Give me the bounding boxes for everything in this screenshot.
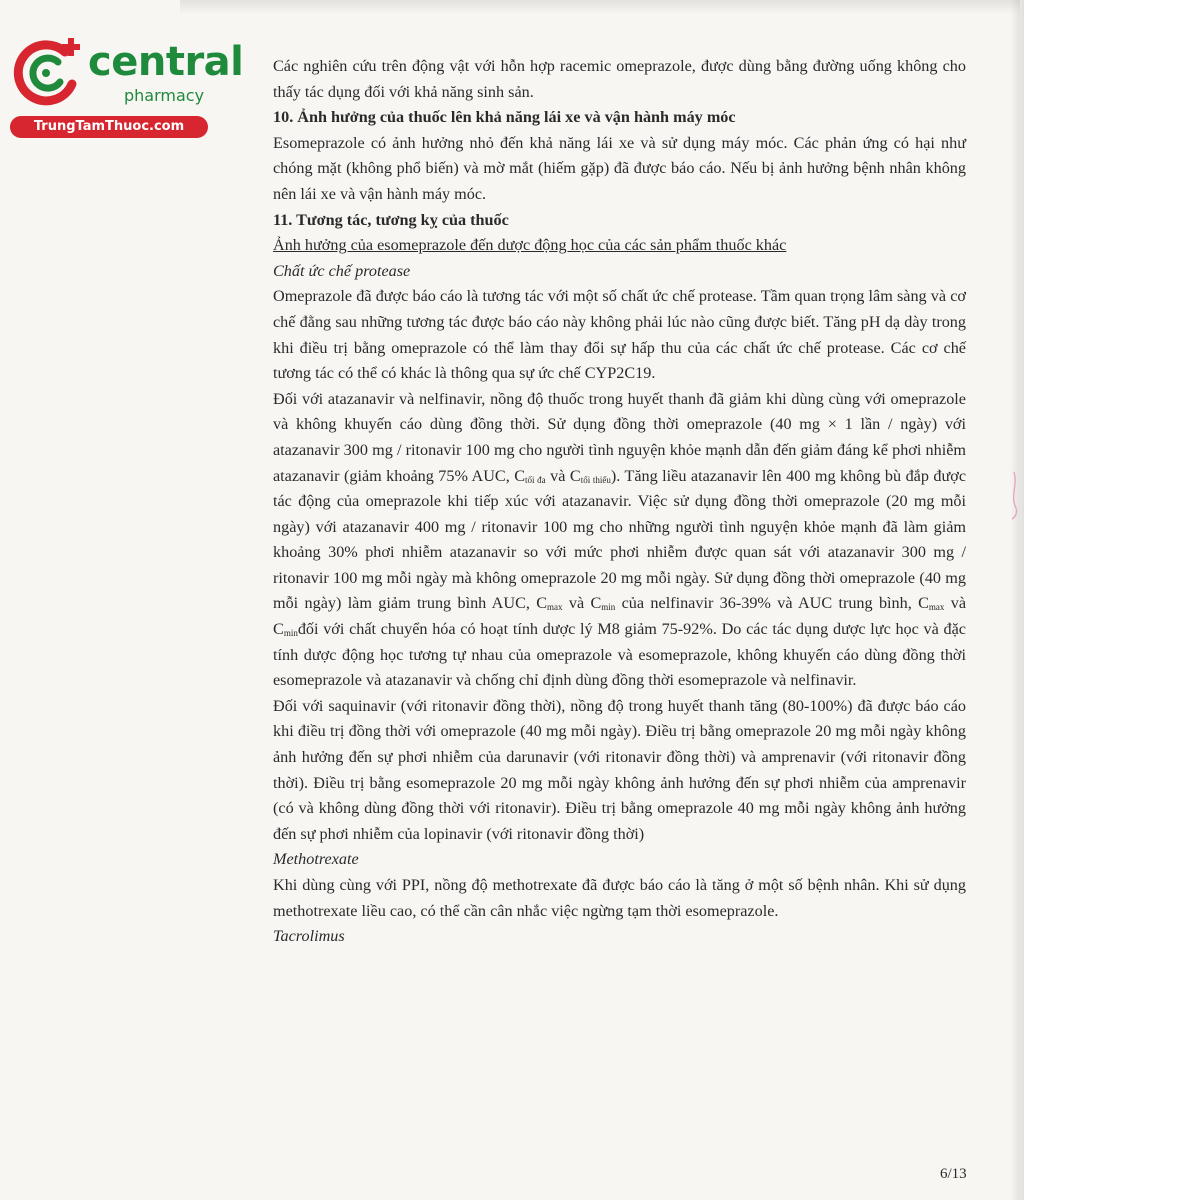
logo-c-icon <box>10 34 90 114</box>
subscript: tối thiểu <box>580 474 611 485</box>
paragraph-saquinavir: Đối với saquinavir (với ritonavir đồng thời), nồng độ trong huyết thanh tăng (80-100%) đã được báo cáo khi điều trị đồng thời với omeprazole (40 mg mỗi ngày). Điều trị bằng omeprazole 20 mg mỗi ngày không ảnh hưởng đến sự phơi nhiễm của darunavir (với ritonavir đồng thời) và amprenavir (với ritonavir đồng thời). Điều trị bằng esomeprazole 20 mg mỗi ngày không ảnh hưởng đến sự phơi nhiễm của amprenavir (có và không dùng đồng thời với ritonavir). Điều trị bằng omeprazole 40 mg mỗi ngày không ảnh hưởng đến sự phơi nhiễm của lopinavir (với ritonavir đồng thời) <box>273 696 966 843</box>
paragraph-atazanavir <box>273 387 966 694</box>
subscript: tối đa <box>525 474 546 485</box>
subscript: min <box>601 602 616 613</box>
pink-mark <box>1006 470 1022 520</box>
heading-section-11: 11. Tương tác, tương kỵ của thuốc <box>273 210 509 229</box>
document-body <box>273 54 966 950</box>
heading-section-10: 10. Ảnh hưởng của thuốc lên khả năng lái xe và vận hành máy móc <box>273 108 736 127</box>
paragraph-driving: Esomeprazole có ảnh hưởng nhỏ đến khả năng lái xe và sử dụng máy móc. Các phản ứng có hại như chóng mặt (không phổ biến) và mờ mắt (hiếm gặp) đã được báo cáo. Nếu bị ảnh hưởng bệnh nhân không nên lái xe và vận hành máy móc. <box>273 133 966 203</box>
subheading-methotrexate: Methotrexate <box>273 850 359 869</box>
text-run: và C <box>273 594 967 639</box>
subheading-protease: Chất ức chế protease <box>273 261 411 280</box>
pharmacy-logo <box>10 34 244 144</box>
scan-margin <box>1020 0 1200 1200</box>
page-number: 6/13 <box>940 1166 967 1182</box>
logo-url: TrungTamThuoc.com <box>10 116 208 138</box>
subscript: min <box>283 628 298 639</box>
paragraph-protease: Omeprazole đã được báo cáo là tương tác với một số chất ức chế protease. Tầm quan trọng lâm sàng và cơ chế đằng sau những tương tác được báo cáo này không phải lúc nào cũng được biết. Tăng pH dạ dày trong khi điều trị bằng omeprazole có thể làm thay đổi sự hấp thu của các chất ức chế protease. Các cơ chế tương tác có thể có khác là thông qua sự ức chế CYP2C19. <box>273 287 966 383</box>
subheading-pharmacokinetics: Ảnh hưởng của esomeprazole đến dược động học của các sản phẩm thuốc khác <box>273 236 787 255</box>
text-run: và C <box>545 466 581 485</box>
text-run: đối với chất chuyển hóa có hoạt tính dược lý M8 giảm 75-92%. Do các tác dụng dược lực học và đặc tính dược động học tương tự nhau của omeprazole và esomeprazole, không khuyến cáo dùng đồng thời esomeprazole và atazanavir và chống chỉ định dùng đồng thời esomeprazole và nelfinavir. <box>273 620 966 690</box>
scan-top-shadow <box>180 0 1020 14</box>
paragraph-methotrexate: Khi dùng cùng với PPI, nồng độ methotrexate đã được báo cáo là tăng ở một số bệnh nhân. Khi sử dụng methotrexate liều cao, có thể cần cân nhắc việc ngừng tạm thời esomeprazole. <box>273 876 966 920</box>
logo-subtitle: pharmacy <box>124 86 205 105</box>
text-run: Đối với atazanavir và nelfinavir, nồng độ thuốc trong huyết thanh đã giảm khi dùng cùng với omeprazole và không khuyến cáo dùng đồng thời. Sử dụng đồng thời omeprazole (40 mg × 1 lần / ngày) với atazanavir 300 mg / ritonavir 100 mg cho người tình nguyện khỏe mạnh dẫn đến giảm đáng kể phơi nhiễm atazanavir (giảm khoảng 75% AUC, C <box>273 389 966 485</box>
subscript: max <box>547 602 563 613</box>
text-run: và C <box>562 594 602 613</box>
scan-shadow <box>1010 0 1024 1200</box>
subscript: max <box>928 602 945 613</box>
text-run: ). Tăng liều atazanavir lên 400 mg không bù đắp được tác động của omeprazole khi tiếp xúc với atazanavir. Việc sử dụng đồng thời omeprazole (20 mg mỗi ngày) với atazanavir 400 mg / ritonavir 100 mg cho những người tình nguyện khỏe mạnh đã làm giảm khoảng 30% phơi nhiễm atazanavir so với mức phơi nhiễm được quan sát với atazanavir 300 mg / ritonavir 100 mg mỗi ngày mà không omeprazole 20 mg mỗi ngày. Sử dụng đồng thời omeprazole (40 mg mỗi ngày) làm giảm trung bình AUC, C <box>273 466 967 613</box>
text-run: của nelfinavir 36-39% và AUC trung bình, C <box>615 594 929 613</box>
subheading-tacrolimus: Tacrolimus <box>273 927 345 946</box>
paragraph-fertility: Các nghiên cứu trên động vật với hỗn hợp racemic omeprazole, được dùng bằng đường uống không cho thấy tác dụng đối với khả năng sinh sản. <box>273 57 966 101</box>
logo-brand: central <box>88 39 244 85</box>
